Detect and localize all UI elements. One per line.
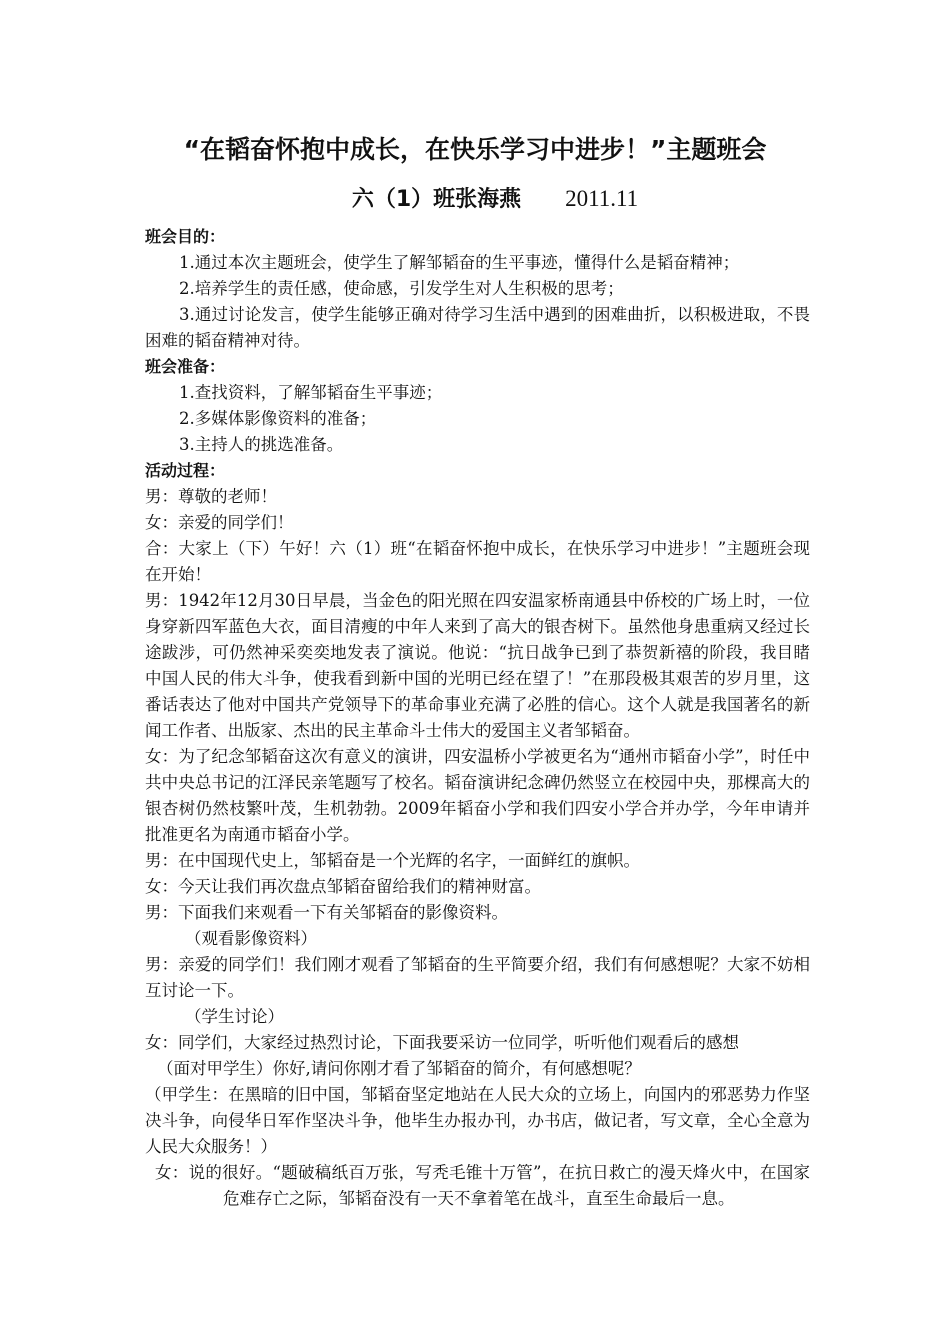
date: 2011.11: [565, 186, 639, 211]
dialogue-line: 女：同学们，大家经过热烈讨论，下面我要采访一位同学，听听他们观看后的感想: [145, 1033, 739, 1052]
prep-item: 3.主持人的挑选准备。: [179, 435, 344, 454]
prep-item: 2.多媒体影像资料的准备；: [179, 409, 377, 428]
stage-direction: （学生讨论）: [185, 1007, 284, 1026]
process-heading: 活动过程：: [145, 461, 226, 480]
dialogue-line: 男：尊敬的老师！: [145, 487, 277, 506]
dialogue-line: 女：亲爱的同学们！: [145, 513, 294, 532]
purpose-item: 2.培养学生的责任感，使命感，引发学生对人生积极的思考；: [179, 279, 624, 298]
prep-item: 1.查找资料，了解邹韬奋生平事迹；: [179, 383, 443, 402]
purpose-item: 3.通过讨论发言，使学生能够正确对待学习生活中遇到的困难曲折，以积极进取，不畏困难的韬奋精神对待。: [145, 305, 810, 350]
prep-heading: 班会准备：: [145, 357, 226, 376]
dialogue-line: 女：今天让我们再次盘点邹韬奋留给我们的精神财富。: [145, 877, 541, 896]
document-body: [145, 224, 810, 1212]
dialogue-line: 男：亲爱的同学们！我们刚才观看了邹韬奋的生平简要介绍，我们有何感想呢？大家不妨相互讨论一下。: [145, 955, 810, 1000]
dialogue-line: 男：在中国现代史上，邹韬奋是一个光辉的名字，一面鲜红的旗帜。: [145, 851, 640, 870]
dialogue-line: 男：下面我们来观看一下有关邹韬奋的影像资料。: [145, 903, 508, 922]
dialogue-line: 合：大家上（下）午好！六（1）班“在韬奋怀抱中成长，在快乐学习中进步！”主题班会现在开始！: [145, 539, 810, 584]
dialogue-line: 女：说的很好。“题破稿纸百万张，写秃毛锥十万管”，在抗日救亡的漫天烽火中，在国家危难存亡之际，邹韬奋没有一天不拿着笔在战斗，直至生命最后一息。: [155, 1163, 810, 1208]
page-title: “在韬奋怀抱中成长，在快乐学习中进步！”主题班会: [183, 135, 767, 164]
dialogue-line: 女：为了纪念邹韬奋这次有意义的演讲，四安温桥小学被更名为“通州市韬奋小学”，时任中共中央总书记的江泽民亲笔题写了校名。韬奋演讲纪念碑仍然竖立在校园中央，那棵高大的银杏树仍然枝繁叶茂，生机勃勃。2009年韬奋小学和我们四安小学合并办学，今年申请并批准更名为南通市韬奋小学。: [145, 747, 810, 844]
class-teacher: 六（1）班张海燕: [351, 187, 522, 212]
student-answer: （甲学生：在黑暗的旧中国，邹韬奋坚定地站在人民大众的立场上，向国内的邪恶势力作坚决斗争，向侵华日军作坚决斗争，他毕生办报办刊，办书店，做记者，写文章，全心全意为人民大众服务！）: [145, 1085, 810, 1156]
purpose-item: 1.通过本次主题班会，使学生了解邹韬奋的生平事迹，懂得什么是韬奋精神；: [179, 253, 740, 272]
purpose-heading: 班会目的：: [145, 227, 226, 246]
dialogue-line: （面对甲学生）你好,请问你刚才看了邹韬奋的简介，有何感想呢？: [157, 1059, 641, 1078]
dialogue-line: 男：1942年12月30日早晨，当金色的阳光照在四安温家桥南通县中侨校的广场上时，一位身穿新四军蓝色大衣，面目清瘦的中年人来到了高大的银杏树下。虽然他身患重病又经过长途跋涉，可仍然神采奕奕地发表了演说。他说：“抗日战争已到了恭贺新禧的阶段，我目睹中国人民的伟大斗争，使我看到新中国的光明已经在望了！”在那段极其艰苦的岁月里，这番话表达了他对中国共产党领导下的革命事业充满了必胜的信心。这个人就是我国著名的新闻工作者、出版家、杰出的民主革命斗士伟大的爱国主义者邹韬奋。: [145, 591, 810, 740]
stage-direction: （观看影像资料）: [185, 929, 317, 948]
subtitle: [0, 184, 950, 215]
